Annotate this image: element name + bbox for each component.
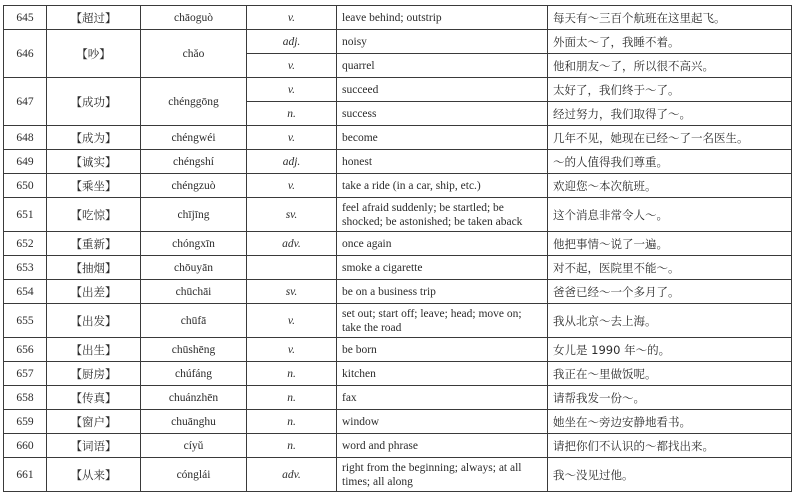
entry-example: 经过努力，我们取得了～。: [548, 102, 792, 126]
entry-word: 【抽烟】: [47, 256, 141, 280]
entry-word: 【吃惊】: [47, 198, 141, 232]
entry-part-of-speech: n.: [247, 434, 337, 458]
entry-example: 欢迎您～本次航班。: [548, 174, 792, 198]
entry-number: 660: [4, 434, 47, 458]
entry-part-of-speech: v.: [247, 304, 337, 338]
entry-meaning: quarrel: [337, 54, 548, 78]
entry-meaning: become: [337, 126, 548, 150]
entry-number: 645: [4, 6, 47, 30]
entry-example: 他和朋友～了，所以很不高兴。: [548, 54, 792, 78]
entry-number: 654: [4, 280, 47, 304]
entry-pinyin: chǎo: [141, 30, 247, 78]
table-row: [4, 338, 792, 362]
table-row: [4, 198, 792, 232]
entry-example: 她坐在～旁边安静地看书。: [548, 410, 792, 434]
entry-meaning: be born: [337, 338, 548, 362]
table-row: [4, 304, 792, 338]
entry-word: 【重新】: [47, 232, 141, 256]
entry-number: 657: [4, 362, 47, 386]
entry-word: 【厨房】: [47, 362, 141, 386]
entry-word: 【诚实】: [47, 150, 141, 174]
entry-example: 对不起，医院里不能～。: [548, 256, 792, 280]
table-row: [4, 362, 792, 386]
entry-part-of-speech: adj.: [247, 30, 337, 54]
entry-pinyin: chuānghu: [141, 410, 247, 434]
entry-part-of-speech: v.: [247, 174, 337, 198]
entry-part-of-speech: adv.: [247, 458, 337, 492]
entry-meaning: set out; start off; leave; head; move on; take the road: [337, 304, 548, 338]
entry-part-of-speech: v.: [247, 126, 337, 150]
entry-meaning: fax: [337, 386, 548, 410]
entry-example: 外面太～了，我睡不着。: [548, 30, 792, 54]
entry-meaning: success: [337, 102, 548, 126]
entry-meaning: noisy: [337, 30, 548, 54]
entry-number: 658: [4, 386, 47, 410]
table-row: [4, 6, 792, 30]
entry-word: 【吵】: [47, 30, 141, 78]
entry-example: 这个消息非常令人～。: [548, 198, 792, 232]
entry-example: 太好了，我们终于～了。: [548, 78, 792, 102]
table-row: [4, 174, 792, 198]
entry-number: 650: [4, 174, 47, 198]
entry-pinyin: chōuyān: [141, 256, 247, 280]
entry-number: 649: [4, 150, 47, 174]
entry-word: 【出差】: [47, 280, 141, 304]
entry-number: 651: [4, 198, 47, 232]
entry-number: 648: [4, 126, 47, 150]
entry-word: 【出生】: [47, 338, 141, 362]
entry-example: 几年不见，她现在已经～了一名医生。: [548, 126, 792, 150]
entry-word: 【出发】: [47, 304, 141, 338]
entry-meaning: right from the beginning; always; at all times; all along: [337, 458, 548, 492]
entry-part-of-speech: sv.: [247, 198, 337, 232]
entry-part-of-speech: v.: [247, 78, 337, 102]
table-row: [4, 30, 792, 54]
entry-part-of-speech: n.: [247, 386, 337, 410]
entry-example: 女儿是 1990 年～的。: [548, 338, 792, 362]
entry-example: 请帮我发一份～。: [548, 386, 792, 410]
entry-meaning: window: [337, 410, 548, 434]
entry-meaning: kitchen: [337, 362, 548, 386]
entry-part-of-speech: sv.: [247, 280, 337, 304]
table-row: [4, 232, 792, 256]
table-row: [4, 410, 792, 434]
entry-pinyin: chījīng: [141, 198, 247, 232]
entry-example: ～的人值得我们尊重。: [548, 150, 792, 174]
entry-pinyin: chénggōng: [141, 78, 247, 126]
entry-word: 【从来】: [47, 458, 141, 492]
entry-number: 646: [4, 30, 47, 78]
entry-meaning: succeed: [337, 78, 548, 102]
entry-pinyin: chuánzhēn: [141, 386, 247, 410]
table-row: [4, 126, 792, 150]
entry-part-of-speech: adv.: [247, 232, 337, 256]
entry-number: 653: [4, 256, 47, 280]
entry-example: 每天有～三百个航班在这里起飞。: [548, 6, 792, 30]
table-row: [4, 458, 792, 492]
table-row: [4, 386, 792, 410]
entry-pinyin: chūchāi: [141, 280, 247, 304]
entry-pinyin: chéngshí: [141, 150, 247, 174]
entry-number: 652: [4, 232, 47, 256]
entry-pinyin: chúfáng: [141, 362, 247, 386]
entry-meaning: smoke a cigarette: [337, 256, 548, 280]
entry-word: 【传真】: [47, 386, 141, 410]
entry-meaning: once again: [337, 232, 548, 256]
entry-word: 【成为】: [47, 126, 141, 150]
table-row: [4, 434, 792, 458]
entry-meaning: word and phrase: [337, 434, 548, 458]
entry-part-of-speech: n.: [247, 102, 337, 126]
entry-meaning: leave behind; outstrip: [337, 6, 548, 30]
entry-pinyin: chéngwéi: [141, 126, 247, 150]
table-row: [4, 280, 792, 304]
entry-word: 【词语】: [47, 434, 141, 458]
vocabulary-table: [3, 5, 792, 492]
entry-meaning: feel afraid suddenly; be startled; be shocked; be astonished; be taken aback: [337, 198, 548, 232]
entry-meaning: be on a business trip: [337, 280, 548, 304]
entry-example: 爸爸已经～一个多月了。: [548, 280, 792, 304]
entry-pinyin: chéngzuò: [141, 174, 247, 198]
table-row: [4, 78, 792, 102]
entry-pinyin: chūshēng: [141, 338, 247, 362]
entry-part-of-speech: n.: [247, 410, 337, 434]
entry-word: 【成功】: [47, 78, 141, 126]
entry-number: 661: [4, 458, 47, 492]
entry-pinyin: chūfā: [141, 304, 247, 338]
entry-example: 我从北京～去上海。: [548, 304, 792, 338]
entry-pinyin: cónglái: [141, 458, 247, 492]
entry-word: 【超过】: [47, 6, 141, 30]
entry-part-of-speech: v.: [247, 338, 337, 362]
entry-word: 【乘坐】: [47, 174, 141, 198]
entry-part-of-speech: v.: [247, 54, 337, 78]
entry-part-of-speech: n.: [247, 362, 337, 386]
entry-example: 请把你们不认识的～都找出来。: [548, 434, 792, 458]
entry-meaning: honest: [337, 150, 548, 174]
entry-pinyin: cíyǔ: [141, 434, 247, 458]
entry-number: 647: [4, 78, 47, 126]
entry-example: 我正在～里做饭呢。: [548, 362, 792, 386]
entry-pinyin: chóngxīn: [141, 232, 247, 256]
entry-example: 他把事情～说了一遍。: [548, 232, 792, 256]
entry-pinyin: chāoguò: [141, 6, 247, 30]
entry-example: 我～没见过他。: [548, 458, 792, 492]
entry-part-of-speech: v.: [247, 6, 337, 30]
entry-number: 655: [4, 304, 47, 338]
entry-number: 656: [4, 338, 47, 362]
entry-part-of-speech: [247, 256, 337, 280]
entry-word: 【窗户】: [47, 410, 141, 434]
entry-meaning: take a ride (in a car, ship, etc.): [337, 174, 548, 198]
table-row: [4, 150, 792, 174]
table-row: [4, 256, 792, 280]
entry-number: 659: [4, 410, 47, 434]
entry-part-of-speech: adj.: [247, 150, 337, 174]
